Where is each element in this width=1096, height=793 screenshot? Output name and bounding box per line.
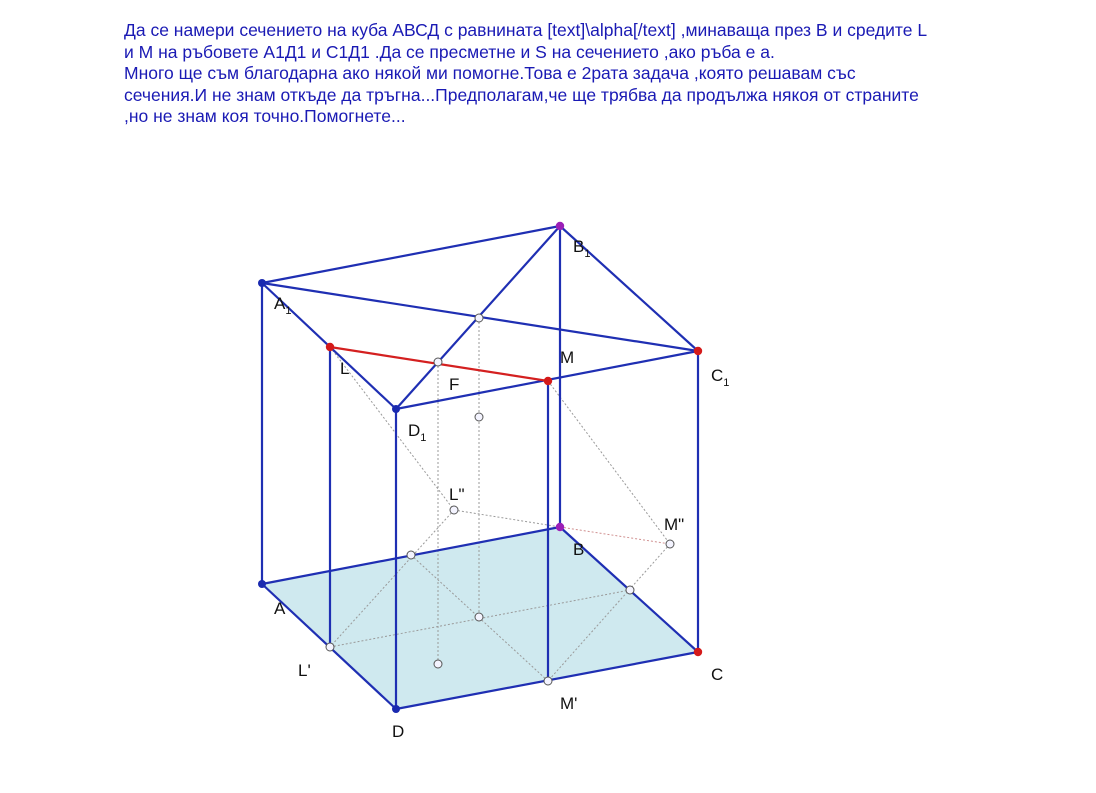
point-l1	[326, 643, 334, 651]
label-a: A	[274, 599, 286, 618]
point-c1	[694, 347, 702, 355]
point-hollow	[475, 413, 483, 421]
label-f: F	[449, 375, 460, 394]
point-a	[258, 580, 266, 588]
label-m: M	[560, 348, 575, 367]
point-c	[694, 648, 702, 656]
question-line: ,но не знам коя точно.Помогнете...	[124, 106, 406, 126]
point-hollow	[475, 613, 483, 621]
point-m	[544, 377, 552, 385]
question-line: Много ще съм благодарна ако някой ми помогне.Това е 2рата задача ,която решавам със	[124, 63, 856, 83]
point-hollow	[434, 660, 442, 668]
point-b	[556, 523, 564, 531]
label-l2: L"	[449, 485, 465, 504]
point-hollow	[407, 551, 415, 559]
question-line: сечения.И не знам откъде да тръгна...Предполагам,че ще трябва да продължа някоя от страните	[124, 84, 919, 105]
point-d	[392, 705, 400, 713]
point-l	[326, 343, 334, 351]
label-c1: $C_1$	[711, 366, 730, 389]
label-a1: $A_1$	[274, 294, 292, 317]
label-d1: $D_1$	[408, 421, 427, 444]
point-hollow	[475, 314, 483, 322]
label-m1: M'	[560, 694, 578, 713]
label-d: D	[392, 722, 405, 741]
label-c: C	[711, 665, 724, 684]
point-d1	[392, 405, 400, 413]
label-b: B	[573, 540, 585, 559]
label-m2: M"	[664, 515, 685, 534]
question-line: и М на ръбовете А1Д1 и С1Д1 .Да се пресметне и S на сечението ,ако ръба е а.	[124, 41, 775, 62]
dotted-line	[548, 381, 670, 544]
point-f	[434, 358, 442, 366]
point-b1	[556, 222, 564, 230]
question-line: Да се намери сечението на куба АВСД с равнината [text]\alpha[/text] ,минаваща през В и средите L	[124, 20, 928, 40]
dotted-line	[454, 510, 560, 527]
point-l2	[450, 506, 458, 514]
point-m1	[544, 677, 552, 685]
label-l1: L'	[298, 661, 311, 680]
point-hollow	[626, 586, 634, 594]
label-l: L	[340, 359, 350, 378]
label-b1: $B_1$	[573, 237, 591, 260]
point-a1	[258, 279, 266, 287]
point-m2	[666, 540, 674, 548]
